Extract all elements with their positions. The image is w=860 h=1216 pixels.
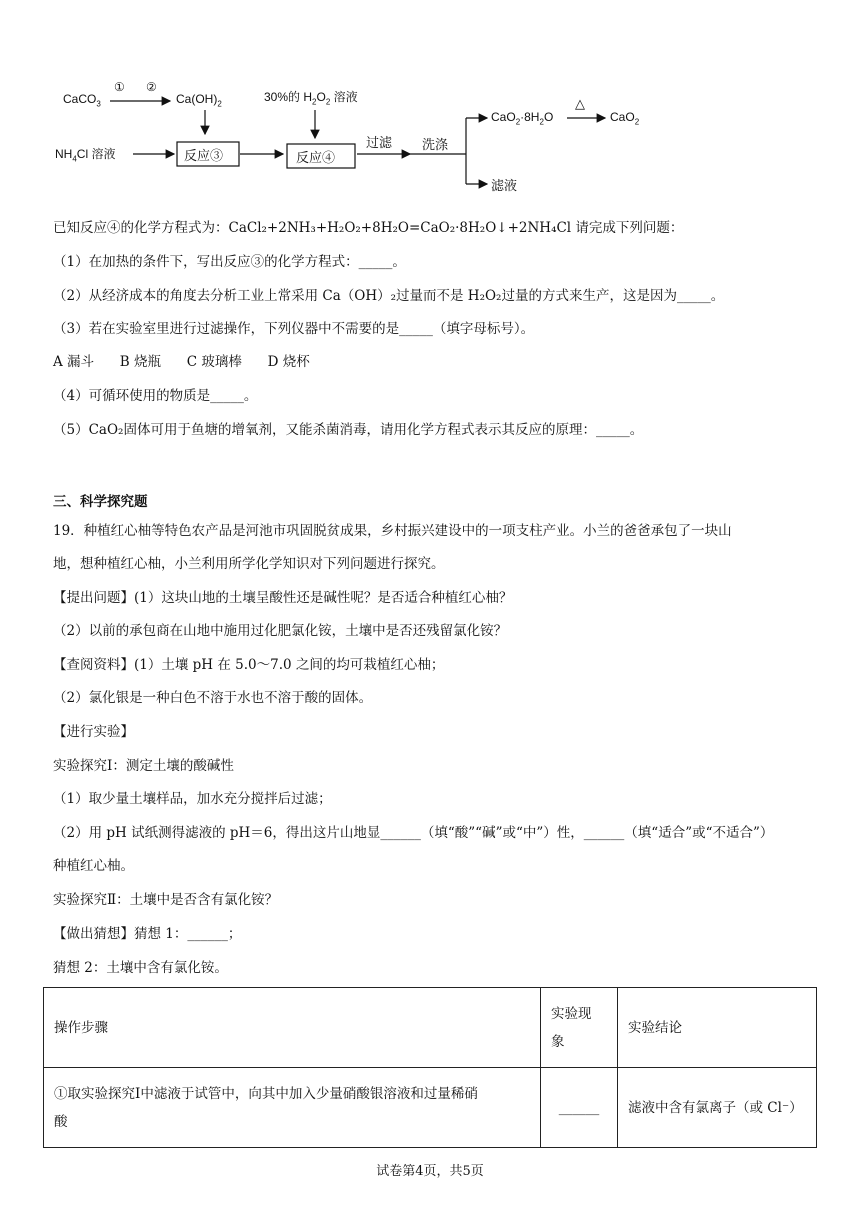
filter-label: 过滤 xyxy=(366,136,393,151)
experiment-1-title: 实验探究Ⅰ：测定土壤的酸碱性 xyxy=(53,758,234,774)
step1-label: ① xyxy=(114,80,125,94)
header-phenomenon: 实验现 象 xyxy=(541,988,618,1068)
ask-question-1: 【提出问题】(1）这块山地的土壤呈酸性还是碱性呢？是否适合种植红心柚？ xyxy=(53,590,513,606)
question-2: （2）从经济成本的角度去分析工业上常采用 Ca（OH）₂过量而不是 H₂O₂过量的方式来生产，这是因为_____。 xyxy=(53,288,725,304)
experiment-table xyxy=(43,987,817,1148)
header-conclusion: 实验结论 xyxy=(618,988,817,1068)
h2o2-label: 30%的 $H_2O_2$ 溶液 xyxy=(264,90,358,107)
reference-2: （2）氯化银是一种白色不溶于水也不溶于酸的固体。 xyxy=(53,690,373,706)
reaction4-label: 反应④ xyxy=(296,151,336,166)
caco3-label: CaCO$_3$ xyxy=(63,92,101,109)
question-3-options: A 漏斗 B 烧瓶 C 玻璃棒 D 烧杯 xyxy=(53,354,310,370)
row1-step: ①取实验探究Ⅰ中滤液于试管中，向其中加入少量硝酸银溶液和过量稀硝 酸 xyxy=(44,1068,541,1148)
table-header-row xyxy=(44,988,817,1068)
experiment-1-step2: （2）用 pH 试纸测得滤液的 pH＝6，得出这片山地显______（填“酸”“碱”或“中”）性，______（填“适合”或“不适合”） xyxy=(53,825,774,841)
question-5: （5）CaO₂固体可用于鱼塘的增氧剂，又能杀菌消毒，请用化学方程式表示其反应的原理：_____。 xyxy=(53,422,644,438)
ask-question-2: （2）以前的承包商在山地中施用过化肥氯化铵，土壤中是否还残留氯化铵？ xyxy=(53,623,508,639)
experiment-2-title: 实验探究Ⅱ：土壤中是否含有氯化铵？ xyxy=(53,892,279,908)
experiment-heading: 【进行实验】 xyxy=(53,724,134,740)
reference-1: 【查阅资料】(1）土壤 pH 在 5.0～7.0 之间的均可栽植红心柚； xyxy=(53,657,445,673)
hypothesis-2: 猜想 2：土壤中含有氯化铵。 xyxy=(53,960,228,976)
filtrate-label: 滤液 xyxy=(491,179,518,194)
known-equation: 已知反应④的化学方程式为：CaCl₂+2NH₃+H₂O₂+8H₂O=CaO₂·8H₂O↓+2NH₄Cl 请完成下列问题： xyxy=(53,220,684,236)
problem-19-line1: 19．种植红心柚等特色农产品是河池市巩固脱贫成果，乡村振兴建设中的一项支柱产业。小兰的爸爸承包了一块山 xyxy=(53,523,732,539)
step2-label: ② xyxy=(146,80,157,94)
experiment-1-step2-cont: 种植红心柚。 xyxy=(53,858,134,874)
question-4: （4）可循环使用的物质是_____。 xyxy=(53,388,258,404)
heat-symbol: △ xyxy=(575,97,585,112)
problem-19-line2: 地，想种植红心柚，小兰利用所学化学知识对下列问题进行探究。 xyxy=(53,556,445,572)
wash-label: 洗涤 xyxy=(422,138,449,153)
header-step: 操作步骤 xyxy=(44,988,541,1068)
section-title: 三、科学探究题 xyxy=(53,494,148,510)
hypothesis-1: 【做出猜想】猜想 1：______； xyxy=(53,926,242,942)
caoh2-label: $Ca(OH)_2$ xyxy=(176,92,222,109)
reaction3-label: 反应③ xyxy=(184,149,224,164)
row1-phenomenon: ______ xyxy=(541,1068,618,1148)
process-flowchart xyxy=(0,0,860,210)
row1-conclusion: 滤液中含有氯离子（或 Cl⁻） xyxy=(618,1068,817,1148)
page-footer: 试卷第4页，共5页 xyxy=(376,1164,484,1179)
cao2-8h2o-label: $CaO_2\cdot 8H_2O$ xyxy=(491,110,554,127)
question-3: （3）若在实验室里进行过滤操作，下列仪器中不需要的是_____（填字母标号）。 xyxy=(53,321,535,337)
flowchart-arrows xyxy=(0,0,860,210)
table-row xyxy=(44,1068,817,1148)
cao2-label: CaO$_2$ xyxy=(610,110,640,127)
experiment-1-step1: （1）取少量土壤样品，加水充分搅拌后过滤； xyxy=(53,791,332,807)
question-1: （1）在加热的条件下，写出反应③的化学方程式：_____。 xyxy=(53,254,406,270)
nh4cl-label: $NH_4Cl$ 溶液 xyxy=(55,147,116,164)
